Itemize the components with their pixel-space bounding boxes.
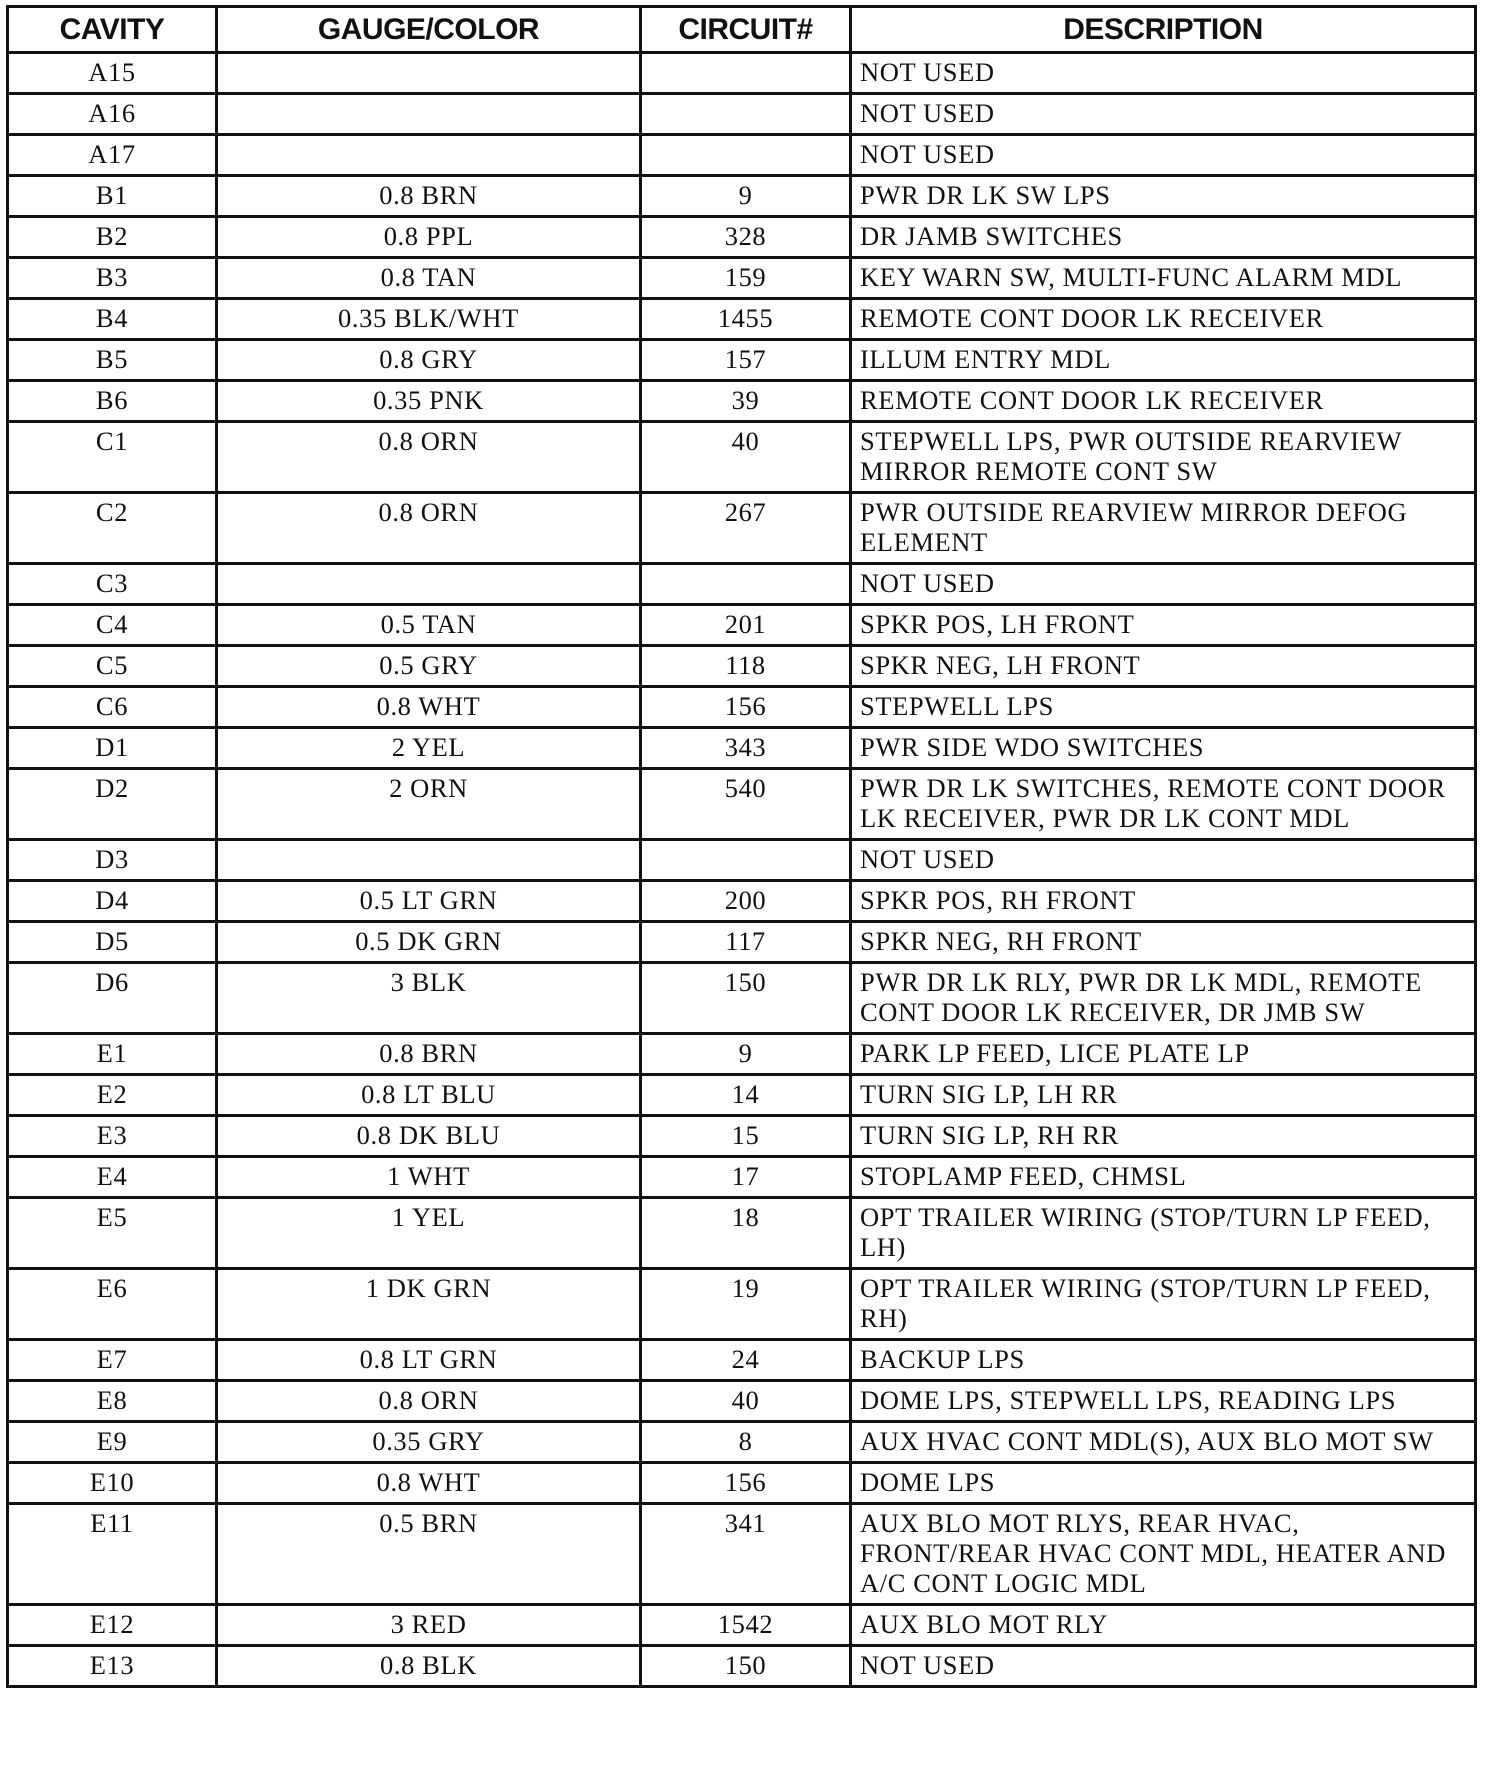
cell-circuit: 1455 xyxy=(641,299,851,340)
table-row xyxy=(8,340,1476,381)
cell-circuit: 150 xyxy=(641,1646,851,1687)
cell-cavity: B4 xyxy=(8,299,217,340)
cell-circuit: 343 xyxy=(641,728,851,769)
cell-gauge-color: 0.35 PNK xyxy=(217,381,641,422)
cell-cavity: E11 xyxy=(8,1504,217,1605)
cell-description: AUX BLO MOT RLY xyxy=(851,1605,1476,1646)
cell-circuit: 117 xyxy=(641,922,851,963)
cell-circuit: 341 xyxy=(641,1504,851,1605)
table-row xyxy=(8,646,1476,687)
cell-circuit: 17 xyxy=(641,1157,851,1198)
cell-circuit: 201 xyxy=(641,605,851,646)
cell-cavity: C2 xyxy=(8,493,217,564)
cell-description: SPKR NEG, LH FRONT xyxy=(851,646,1476,687)
cell-description: NOT USED xyxy=(851,53,1476,94)
cell-gauge-color xyxy=(217,840,641,881)
cell-circuit: 200 xyxy=(641,881,851,922)
cell-cavity: E1 xyxy=(8,1034,217,1075)
cell-gauge-color: 0.5 GRY xyxy=(217,646,641,687)
cell-circuit xyxy=(641,53,851,94)
cell-cavity: A16 xyxy=(8,94,217,135)
cell-gauge-color: 0.8 LT BLU xyxy=(217,1075,641,1116)
cell-description: PWR DR LK SWITCHES, REMOTE CONT DOOR LK RECEIVER, PWR DR LK CONT MDL xyxy=(851,769,1476,840)
table-row xyxy=(8,381,1476,422)
cell-gauge-color: 0.8 ORN xyxy=(217,422,641,493)
cell-gauge-color: 3 BLK xyxy=(217,963,641,1034)
cell-cavity: C4 xyxy=(8,605,217,646)
table-row xyxy=(8,53,1476,94)
cell-gauge-color: 0.8 WHT xyxy=(217,1463,641,1504)
cell-circuit: 9 xyxy=(641,176,851,217)
cell-description: NOT USED xyxy=(851,94,1476,135)
cell-gauge-color: 0.8 ORN xyxy=(217,493,641,564)
cell-cavity: C5 xyxy=(8,646,217,687)
cell-cavity: E7 xyxy=(8,1340,217,1381)
table-row xyxy=(8,1504,1476,1605)
cell-cavity: E8 xyxy=(8,1381,217,1422)
cell-description: NOT USED xyxy=(851,1646,1476,1687)
cell-description: OPT TRAILER WIRING (STOP/TURN LP FEED, RH) xyxy=(851,1269,1476,1340)
cell-gauge-color: 0.8 ORN xyxy=(217,1381,641,1422)
cell-description: PARK LP FEED, LICE PLATE LP xyxy=(851,1034,1476,1075)
cell-cavity: E5 xyxy=(8,1198,217,1269)
cell-circuit: 156 xyxy=(641,687,851,728)
cell-gauge-color: 0.8 PPL xyxy=(217,217,641,258)
cell-circuit: 24 xyxy=(641,1340,851,1381)
cell-cavity: E13 xyxy=(8,1646,217,1687)
cell-gauge-color: 0.5 DK GRN xyxy=(217,922,641,963)
cell-circuit: 8 xyxy=(641,1422,851,1463)
cell-circuit: 40 xyxy=(641,422,851,493)
table-row xyxy=(8,299,1476,340)
cell-description: TURN SIG LP, RH RR xyxy=(851,1116,1476,1157)
cell-description: REMOTE CONT DOOR LK RECEIVER xyxy=(851,299,1476,340)
cell-cavity: E6 xyxy=(8,1269,217,1340)
table-row xyxy=(8,728,1476,769)
cell-gauge-color: 0.8 GRY xyxy=(217,340,641,381)
cell-cavity: A17 xyxy=(8,135,217,176)
table-row xyxy=(8,769,1476,840)
cell-description: SPKR POS, RH FRONT xyxy=(851,881,1476,922)
table-row xyxy=(8,922,1476,963)
cell-description: ILLUM ENTRY MDL xyxy=(851,340,1476,381)
table-header-row xyxy=(8,7,1476,53)
cell-circuit: 157 xyxy=(641,340,851,381)
table-row xyxy=(8,1075,1476,1116)
cell-cavity: E4 xyxy=(8,1157,217,1198)
table-row xyxy=(8,1157,1476,1198)
cell-description: KEY WARN SW, MULTI-FUNC ALARM MDL xyxy=(851,258,1476,299)
table-row xyxy=(8,1463,1476,1504)
table-row xyxy=(8,422,1476,493)
cell-gauge-color: 2 YEL xyxy=(217,728,641,769)
table-row xyxy=(8,94,1476,135)
cell-cavity: D5 xyxy=(8,922,217,963)
table-row xyxy=(8,1340,1476,1381)
cell-circuit: 19 xyxy=(641,1269,851,1340)
cell-circuit: 40 xyxy=(641,1381,851,1422)
cell-description: AUX BLO MOT RLYS, REAR HVAC, FRONT/REAR HVAC CONT MDL, HEATER AND A/C CONT LOGIC MDL xyxy=(851,1504,1476,1605)
cell-description: BACKUP LPS xyxy=(851,1340,1476,1381)
cell-description: NOT USED xyxy=(851,840,1476,881)
connector-pinout-table xyxy=(6,5,1477,1688)
table-row xyxy=(8,1605,1476,1646)
cell-cavity: B6 xyxy=(8,381,217,422)
cell-circuit: 540 xyxy=(641,769,851,840)
cell-gauge-color: 0.35 GRY xyxy=(217,1422,641,1463)
cell-cavity: E9 xyxy=(8,1422,217,1463)
cell-gauge-color: 0.8 LT GRN xyxy=(217,1340,641,1381)
cell-gauge-color: 0.8 WHT xyxy=(217,687,641,728)
table-row xyxy=(8,687,1476,728)
table-row xyxy=(8,605,1476,646)
cell-circuit: 18 xyxy=(641,1198,851,1269)
cell-cavity: A15 xyxy=(8,53,217,94)
cell-description: PWR DR LK SW LPS xyxy=(851,176,1476,217)
cell-circuit: 39 xyxy=(641,381,851,422)
cell-gauge-color: 0.8 BRN xyxy=(217,176,641,217)
cell-gauge-color: 0.8 BRN xyxy=(217,1034,641,1075)
table-row xyxy=(8,840,1476,881)
cell-cavity: C3 xyxy=(8,564,217,605)
cell-gauge-color: 1 YEL xyxy=(217,1198,641,1269)
cell-gauge-color: 0.8 TAN xyxy=(217,258,641,299)
cell-cavity: E2 xyxy=(8,1075,217,1116)
cell-gauge-color: 0.8 DK BLU xyxy=(217,1116,641,1157)
cell-circuit: 328 xyxy=(641,217,851,258)
cell-description: PWR DR LK RLY, PWR DR LK MDL, REMOTE CONT DOOR LK RECEIVER, DR JMB SW xyxy=(851,963,1476,1034)
cell-circuit xyxy=(641,564,851,605)
table-row xyxy=(8,1381,1476,1422)
header-cavity: CAVITY xyxy=(8,7,217,53)
table-row xyxy=(8,1422,1476,1463)
cell-cavity: B5 xyxy=(8,340,217,381)
table-body xyxy=(8,53,1476,1687)
cell-cavity: D4 xyxy=(8,881,217,922)
cell-gauge-color: 2 ORN xyxy=(217,769,641,840)
cell-gauge-color xyxy=(217,94,641,135)
table-row xyxy=(8,881,1476,922)
cell-gauge-color xyxy=(217,564,641,605)
cell-circuit: 9 xyxy=(641,1034,851,1075)
cell-description: AUX HVAC CONT MDL(S), AUX BLO MOT SW xyxy=(851,1422,1476,1463)
cell-circuit xyxy=(641,94,851,135)
cell-gauge-color xyxy=(217,53,641,94)
cell-circuit: 15 xyxy=(641,1116,851,1157)
table-row xyxy=(8,135,1476,176)
header-circuit: CIRCUIT# xyxy=(641,7,851,53)
cell-gauge-color: 0.5 TAN xyxy=(217,605,641,646)
cell-cavity: C6 xyxy=(8,687,217,728)
cell-cavity: D2 xyxy=(8,769,217,840)
table-row xyxy=(8,963,1476,1034)
cell-circuit: 1542 xyxy=(641,1605,851,1646)
cell-cavity: B1 xyxy=(8,176,217,217)
cell-circuit: 267 xyxy=(641,493,851,564)
table-row xyxy=(8,1034,1476,1075)
cell-cavity: D3 xyxy=(8,840,217,881)
cell-description: DOME LPS, STEPWELL LPS, READING LPS xyxy=(851,1381,1476,1422)
header-description: DESCRIPTION xyxy=(851,7,1476,53)
cell-gauge-color: 0.5 BRN xyxy=(217,1504,641,1605)
table-row xyxy=(8,564,1476,605)
cell-gauge-color: 0.8 BLK xyxy=(217,1646,641,1687)
cell-gauge-color: 1 WHT xyxy=(217,1157,641,1198)
cell-gauge-color xyxy=(217,135,641,176)
cell-description: REMOTE CONT DOOR LK RECEIVER xyxy=(851,381,1476,422)
table-row xyxy=(8,217,1476,258)
cell-cavity: D1 xyxy=(8,728,217,769)
cell-description: STOPLAMP FEED, CHMSL xyxy=(851,1157,1476,1198)
cell-circuit: 118 xyxy=(641,646,851,687)
cell-description: SPKR POS, LH FRONT xyxy=(851,605,1476,646)
table-row xyxy=(8,1198,1476,1269)
cell-description: OPT TRAILER WIRING (STOP/TURN LP FEED, LH) xyxy=(851,1198,1476,1269)
cell-circuit xyxy=(641,840,851,881)
cell-cavity: B3 xyxy=(8,258,217,299)
cell-cavity: D6 xyxy=(8,963,217,1034)
cell-description: NOT USED xyxy=(851,135,1476,176)
table-row xyxy=(8,1269,1476,1340)
header-gauge-color: GAUGE/COLOR xyxy=(217,7,641,53)
connector-document xyxy=(6,5,1474,1688)
cell-cavity: B2 xyxy=(8,217,217,258)
cell-gauge-color: 0.35 BLK/WHT xyxy=(217,299,641,340)
cell-gauge-color: 1 DK GRN xyxy=(217,1269,641,1340)
cell-circuit: 14 xyxy=(641,1075,851,1116)
cell-cavity: E10 xyxy=(8,1463,217,1504)
table-row xyxy=(8,258,1476,299)
table-row xyxy=(8,1116,1476,1157)
cell-description: DOME LPS xyxy=(851,1463,1476,1504)
cell-description: DR JAMB SWITCHES xyxy=(851,217,1476,258)
table-row xyxy=(8,176,1476,217)
cell-circuit: 159 xyxy=(641,258,851,299)
cell-circuit: 156 xyxy=(641,1463,851,1504)
cell-description: NOT USED xyxy=(851,564,1476,605)
cell-description: TURN SIG LP, LH RR xyxy=(851,1075,1476,1116)
cell-description: SPKR NEG, RH FRONT xyxy=(851,922,1476,963)
cell-gauge-color: 0.5 LT GRN xyxy=(217,881,641,922)
cell-description: STEPWELL LPS, PWR OUTSIDE REARVIEW MIRROR REMOTE CONT SW xyxy=(851,422,1476,493)
cell-cavity: C1 xyxy=(8,422,217,493)
cell-description: PWR OUTSIDE REARVIEW MIRROR DEFOG ELEMENT xyxy=(851,493,1476,564)
table-row xyxy=(8,493,1476,564)
cell-cavity: E12 xyxy=(8,1605,217,1646)
cell-circuit: 150 xyxy=(641,963,851,1034)
cell-gauge-color: 3 RED xyxy=(217,1605,641,1646)
cell-circuit xyxy=(641,135,851,176)
cell-description: PWR SIDE WDO SWITCHES xyxy=(851,728,1476,769)
cell-cavity: E3 xyxy=(8,1116,217,1157)
table-row xyxy=(8,1646,1476,1687)
cell-description: STEPWELL LPS xyxy=(851,687,1476,728)
